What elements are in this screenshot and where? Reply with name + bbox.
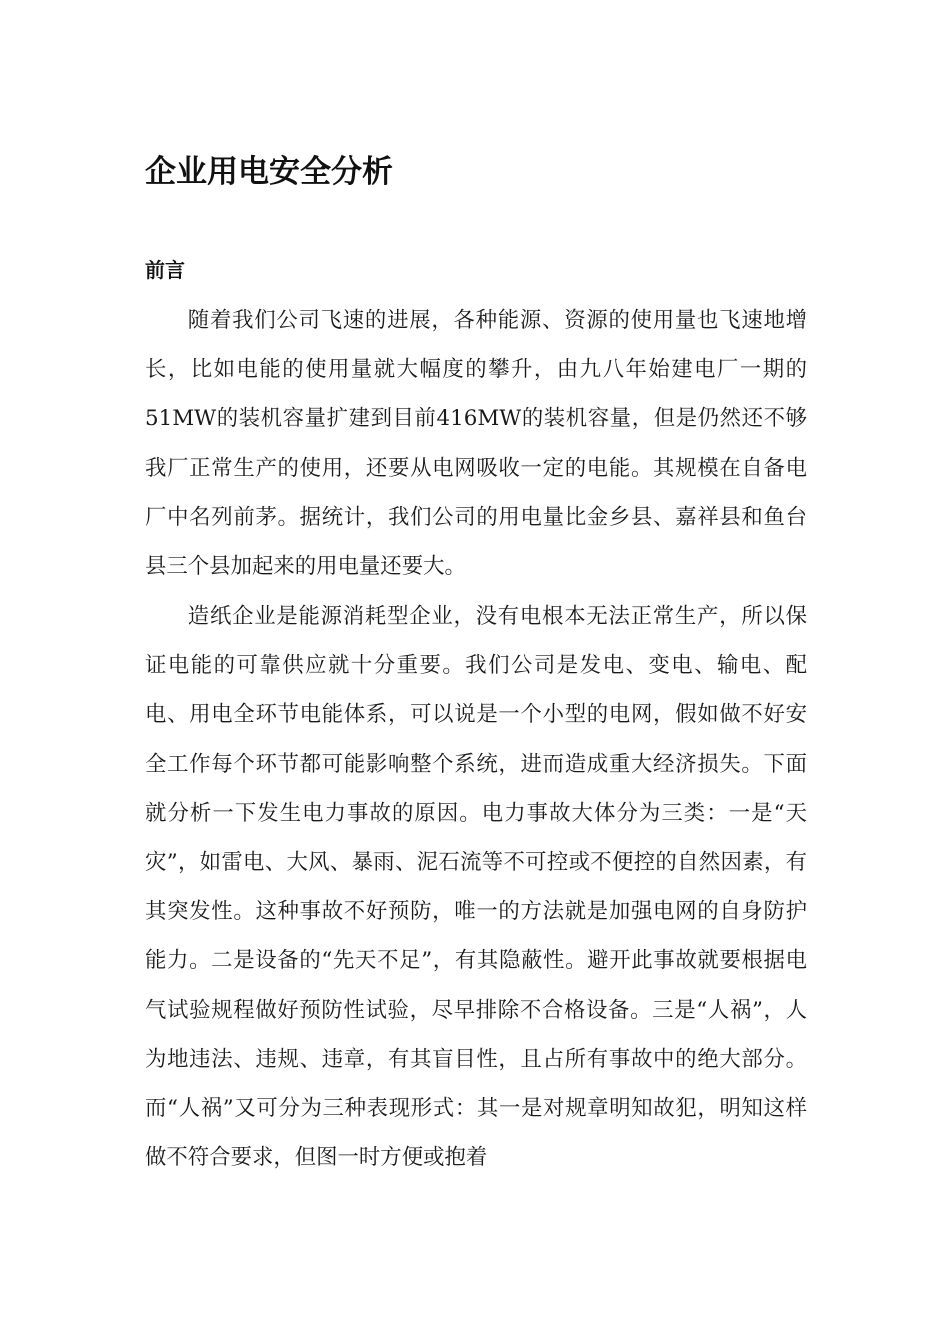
section-heading: 前言 (145, 258, 185, 282)
paragraph-1: 随着我们公司飞速的进展，各种能源、资源的使用量也飞速地增长，比如电能的使用量就大幅度的攀升，由九八年始建电厂一期的51MW的装机容量扩建到目前416MW的装机容量，但是仍然还不够我厂正常生产的使用，还要从电网吸收一定的电能。其规模在自备电厂中名列前茅。据统计，我们公司的用电量比金乡县、嘉祥县和鱼台县三个县加起来的用电量还要大。 (145, 308, 807, 580)
paragraph-2: 造纸企业是能源消耗型企业，没有电根本无法正常生产，所以保证电能的可靠供应就十分重要。我们公司是发电、变电、输电、配电、用电全环节电能体系，可以说是一个小型的电网，假如做不好安全工作每个环节都可能影响整个系统，进而造成重大经济损失。下面就分析一下发生电力事故的原因。电力事故大体分为三类：一是“天灾”，如雷电、大风、暴雨、泥石流等不可控或不便控的自然因素，有其突发性。这种事故不好预防，唯一的方法就是加强电网的自身防护能力。二是设备的“先天不足”，有其隐蔽性。避开此事故就要根据电气试验规程做好预防性试验，尽早排除不合格设备。三是“人祸”，人为地违法、违规、违章，有其盲目性，且占所有事故中的绝大部分。而“人祸”又可分为三种表现形式：其一是对规章明知故犯，明知这样做不符合要求，但图一时方便或抱着 (145, 604, 807, 1171)
document-title: 企业用电安全分析 (145, 154, 393, 190)
